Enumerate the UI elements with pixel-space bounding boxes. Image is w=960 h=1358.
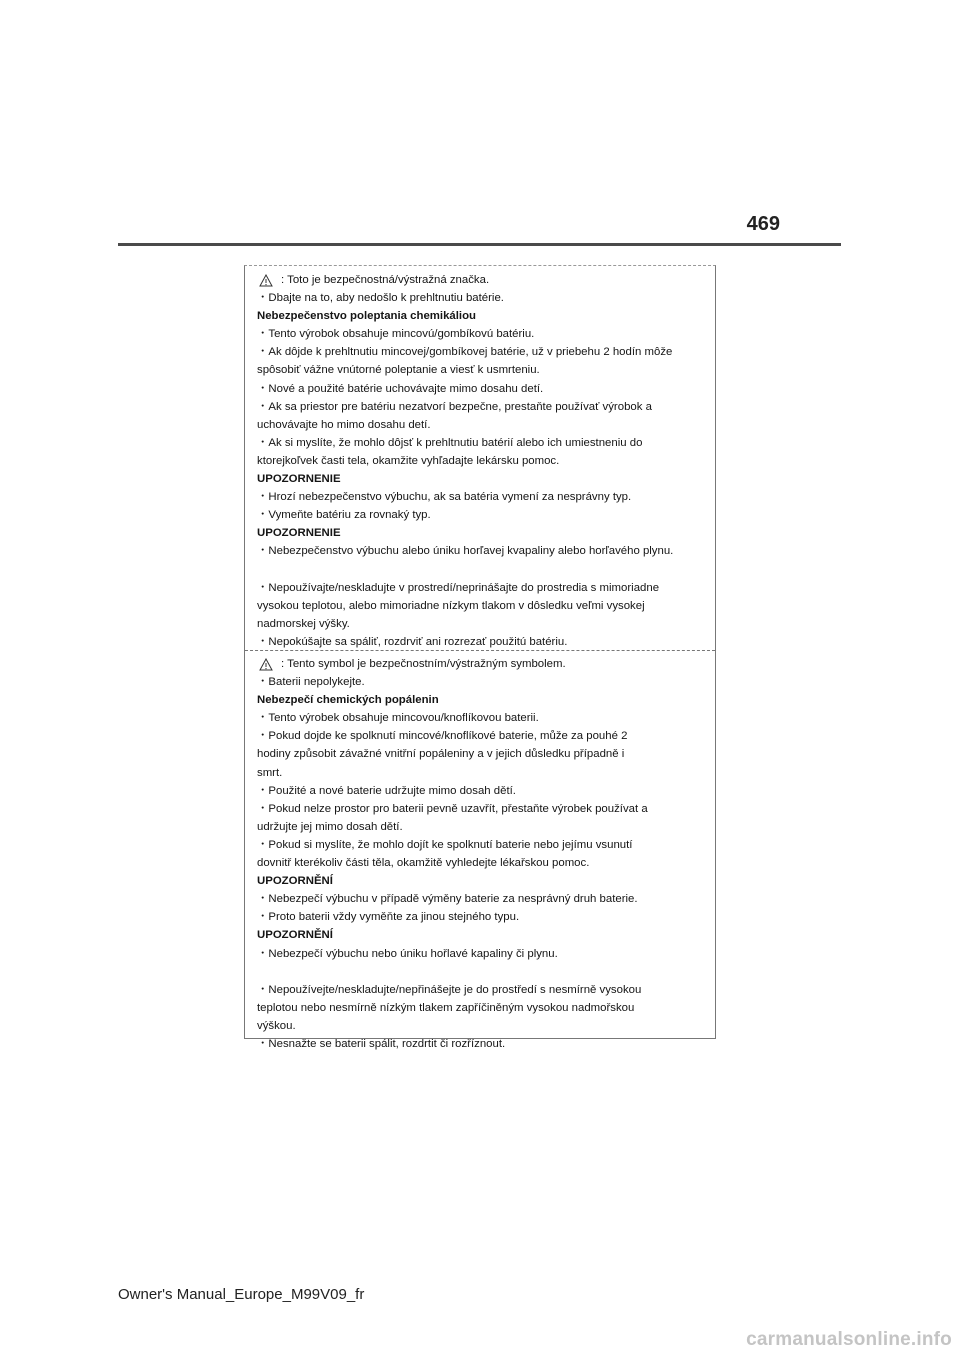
slovak-text-line: ・Dbajte na to, aby nedošlo k prehltnutiu batérie. [257, 292, 504, 305]
slovak-text-line: Nebezpečenstvo poleptania chemikáliou [257, 310, 477, 323]
slovak-text-line: vysokou teplotou, alebo mimoriadne nízkym tlakom v dôsledku veľmi vysokej [257, 599, 645, 612]
czech-text-line: dovnitř kterékoliv části těla, okamžitě vyhledejte lékařskou pomoc. [257, 857, 590, 870]
slovak-text-line: ・Vymeňte batériu za rovnaký typ. [257, 509, 431, 522]
slovak-text-line: nadmorskej výšky. [257, 617, 350, 630]
slovak-text-line [257, 561, 707, 579]
czech-warning-row [257, 655, 707, 673]
czech-text-line: ・Pokud dojde ke spolknutí mincové/knoflíkové baterie, může za pouhé 2 [257, 730, 628, 743]
slovak-text-line: ・Ak dôjde k prehltnutiu mincovej/gombíkovej batérie, už v priebehu 2 hodín môže [257, 346, 673, 359]
czech-lines [257, 673, 707, 1053]
header-rule [118, 243, 841, 246]
slovak-text-line: ・Nepokúšajte sa spáliť, rozdrviť ani rozrezať použitú batériu. [257, 635, 568, 648]
czech-text-line: teplotou nebo nesmírně nízkým tlakem zapříčiněným vysokou nadmořskou [257, 1001, 635, 1014]
slovak-text-line: ktorejkoľvek časti tela, okamžite vyhľadajte lekársku pomoc. [257, 454, 560, 467]
slovak-text-line: ・Nebezpečenstvo výbuchu alebo úniku horľavej kvapaliny alebo horľavého plynu. [257, 545, 674, 558]
page-number: 469 [746, 213, 780, 235]
czech-text-line: ・Nesnažte se baterii spálit, rozdrtit či rozříznout. [257, 1037, 506, 1050]
slovak-text-line: ・Nepoužívajte/neskladujte v prostredí/neprinášajte do prostredia s mimoriadne [257, 581, 660, 594]
czech-text-line: ・Proto baterii vždy vyměňte za jinou stejného typu. [257, 911, 520, 924]
watermark: carmanualsonline.info [746, 1329, 952, 1350]
slovak-section [257, 271, 707, 651]
czech-text-line: Nebezpečí chemických popálenin [257, 694, 439, 707]
czech-section [257, 655, 707, 1053]
czech-text-line: ・Nebezpečí výbuchu v případě výměny baterie za nesprávný druh baterie. [257, 893, 638, 906]
czech-text-line [257, 963, 707, 981]
warning-triangle-icon [259, 658, 273, 671]
slovak-text-line: ・Ak si myslíte, že mohlo dôjsť k prehltnutiu batérií alebo ich umiestneniu do [257, 436, 643, 449]
slovak-text-line: ・Hrozí nebezpečenstvo výbuchu, ak sa batéria vymení za nesprávny typ. [257, 491, 632, 504]
czech-text-line: ・Nepoužívejte/neskladujte/nepřinášejte je do prostředí s nesmírně vysokou [257, 983, 642, 996]
czech-text-line: udržujte jej mimo dosah dětí. [257, 820, 403, 833]
slovak-text-line: UPOZORNENIE [257, 473, 341, 486]
czech-text-line: ・Tento výrobek obsahuje mincovou/knoflíkovou baterii. [257, 712, 539, 725]
czech-text-line: UPOZORNĚNÍ [257, 929, 333, 942]
slovak-warning-row [257, 271, 707, 289]
slovak-text-line: ・Nové a použité batérie uchovávajte mimo dosahu detí. [257, 382, 544, 395]
slovak-text-line: ・Ak sa priestor pre batériu nezatvorí bezpečne, prestaňte používať výrobok a [257, 400, 652, 413]
warning-triangle-icon [259, 274, 273, 287]
czech-text-line: ・Použité a nové baterie udržujte mimo dosah dětí. [257, 784, 516, 797]
slovak-text-line: ・Tento výrobok obsahuje mincovú/gombíkovú batériu. [257, 328, 535, 341]
slovak-text-line: UPOZORNENIE [257, 527, 341, 540]
czech-text-line: výškou. [257, 1019, 296, 1032]
slovak-text-line: uchovávajte ho mimo dosahu detí. [257, 418, 431, 431]
czech-text-line: smrt. [257, 766, 283, 779]
slovak-warning-text: : Toto je bezpečnostná/výstražná značka. [281, 274, 490, 286]
czech-text-line: UPOZORNĚNÍ [257, 875, 333, 888]
czech-text-line: ・Pokud si myslíte, že mohlo dojít ke spolknutí baterie nebo jejímu vsunutí [257, 838, 633, 851]
czech-text-line: ・Baterii nepolykejte. [257, 676, 365, 689]
footer-manual-id: Owner's Manual_Europe_M99V09_fr [118, 1286, 365, 1303]
slovak-lines [257, 289, 707, 651]
section-divider [245, 650, 715, 651]
czech-warning-text: : Tento symbol je bezpečnostním/výstražným symbolem. [281, 658, 566, 670]
slovak-text-line: spôsobiť vážne vnútorné poleptanie a viesť k usmrteniu. [257, 364, 540, 377]
czech-text-line: ・Pokud nelze prostor pro baterii pevně uzavřít, přestaňte výrobek používat a [257, 802, 648, 815]
battery-warning-box [244, 265, 716, 1050]
czech-text-line: hodiny způsobit závažné vnitřní popáleniny a v jejich důsledku případně i [257, 748, 625, 761]
czech-text-line: ・Nebezpečí výbuchu nebo úniku hořlavé kapaliny či plynu. [257, 947, 558, 960]
